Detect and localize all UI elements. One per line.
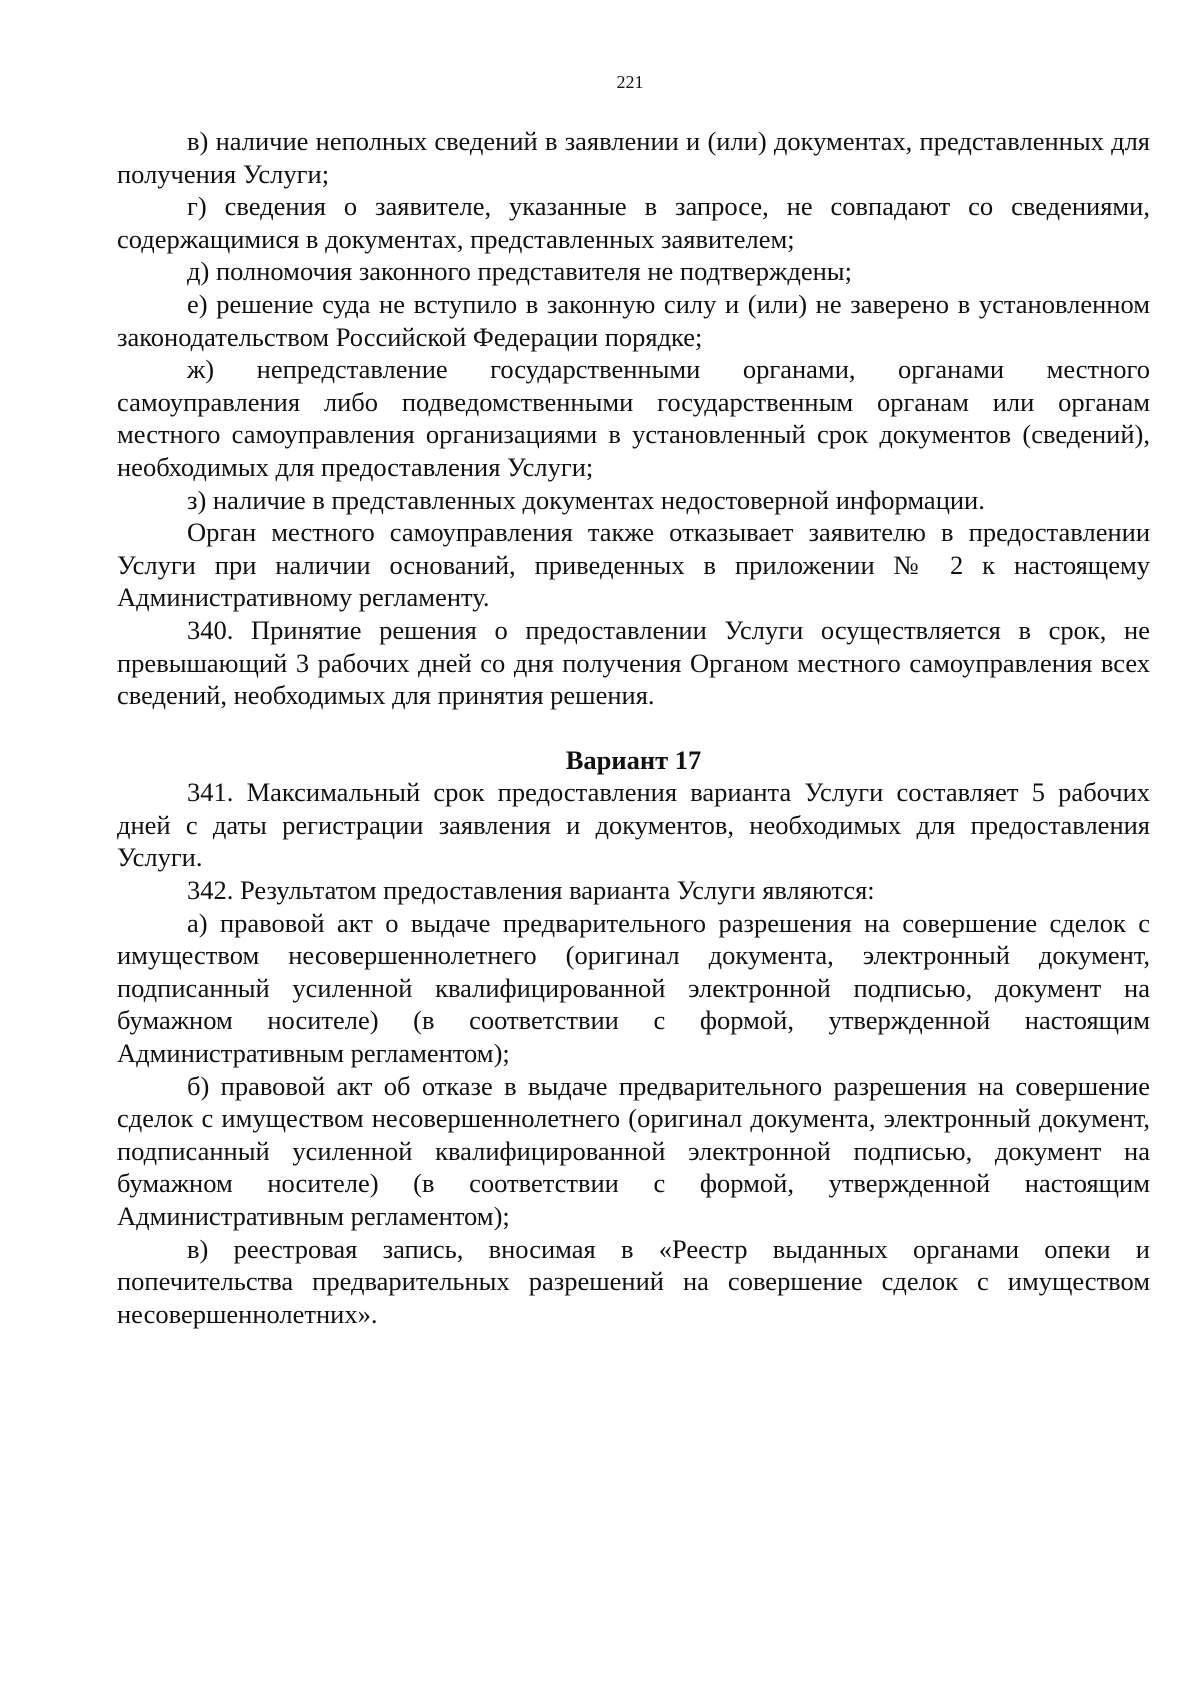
paragraph-340: 340. Принятие решения о предоставлении Услуги осуществляется в срок, не превышающий 3 рабочих дней со дня получения Органом местного самоуправления всех сведений, необходимых для принятия решения. <box>117 614 1150 711</box>
list-marker: а) <box>187 907 208 938</box>
result-item-b <box>117 1070 1150 1233</box>
list-marker: ж) <box>187 354 215 385</box>
list-item-text: правовой акт о выдаче предварительного разрешения на совершение сделок с имуществом несовершеннолетнего (оригинал документа, электронный документ, подписанный усиленной квалифицированной электронной подписью, документ на бумажном носителе) (в соответствии с формой, утвержденной настоящим Административным регламентом); <box>117 907 1150 1069</box>
list-marker: б) <box>187 1070 210 1101</box>
list-item-text: реестровая запись, вносимая в «Реестр выданных органами опеки и попечительства предварительных разрешений на совершение сделок с имуществом несовершеннолетних». <box>117 1233 1150 1329</box>
page-number: 221 <box>616 72 644 92</box>
document-body <box>117 125 1150 1330</box>
list-item-text: наличие в представленных документах недостоверной информации. <box>206 484 985 515</box>
list-item-text: непредставление государственными органами, органами местного самоуправления либо подведомственными государственным органам или органам местного самоуправления организациями в установленный срок документов (сведений), необходимых для предоставления Услуги; <box>117 354 1150 482</box>
result-item-v <box>117 1233 1150 1331</box>
list-item-v <box>117 125 1150 190</box>
list-marker: д) <box>187 256 210 287</box>
variant-heading: Вариант 17 <box>565 744 702 775</box>
list-item-z <box>117 484 1150 517</box>
list-item-g <box>117 190 1150 255</box>
list-item-e <box>117 288 1150 353</box>
list-item-text: правовой акт об отказе в выдаче предварительного разрешения на совершение сделок с имуществом несовершеннолетнего (оригинал документа, электронный документ, подписанный усиленной квалифицированной электронной подписью, документ на бумажном носителе) (в соответствии с формой, утвержденной настоящим Административным регламентом); <box>117 1070 1150 1231</box>
list-marker: в) <box>187 1233 209 1264</box>
list-item-text: полномочия законного представителя не подтверждены; <box>209 256 852 287</box>
paragraph-341: 341. Максимальный срок предоставления варианта Услуги составляет 5 рабочих дней с даты регистрации заявления и документов, необходимых для предоставления Услуги. <box>117 777 1150 873</box>
result-item-a <box>117 907 1150 1070</box>
refusal-note-paragraph: Орган местного самоуправления также отказывает заявителю в предоставлении Услуги при наличии оснований, приведенных в приложении № 2 к настоящему Административному регламенту. <box>117 517 1150 613</box>
list-marker: в) <box>187 126 209 156</box>
list-item-text: решение суда не вступило в законную силу и (или) не заверено в установленном законодательством Российской Федерации порядке; <box>117 288 1150 352</box>
list-item-text: сведения о заявителе, указанные в запросе, не совпадают со сведениями, содержащимися в документах, представленных заявителем; <box>117 191 1150 254</box>
list-marker: е) <box>187 288 208 319</box>
list-item-d <box>117 255 1150 288</box>
paragraph-342: 342. Результатом предоставления варианта Услуги являются: <box>187 875 875 906</box>
list-marker: г) <box>187 191 207 222</box>
list-item-text: наличие неполных сведений в заявлении и (или) документах, представленных для получения Услуги; <box>117 126 1150 189</box>
list-marker: з) <box>187 484 207 515</box>
list-item-zh <box>117 353 1150 483</box>
